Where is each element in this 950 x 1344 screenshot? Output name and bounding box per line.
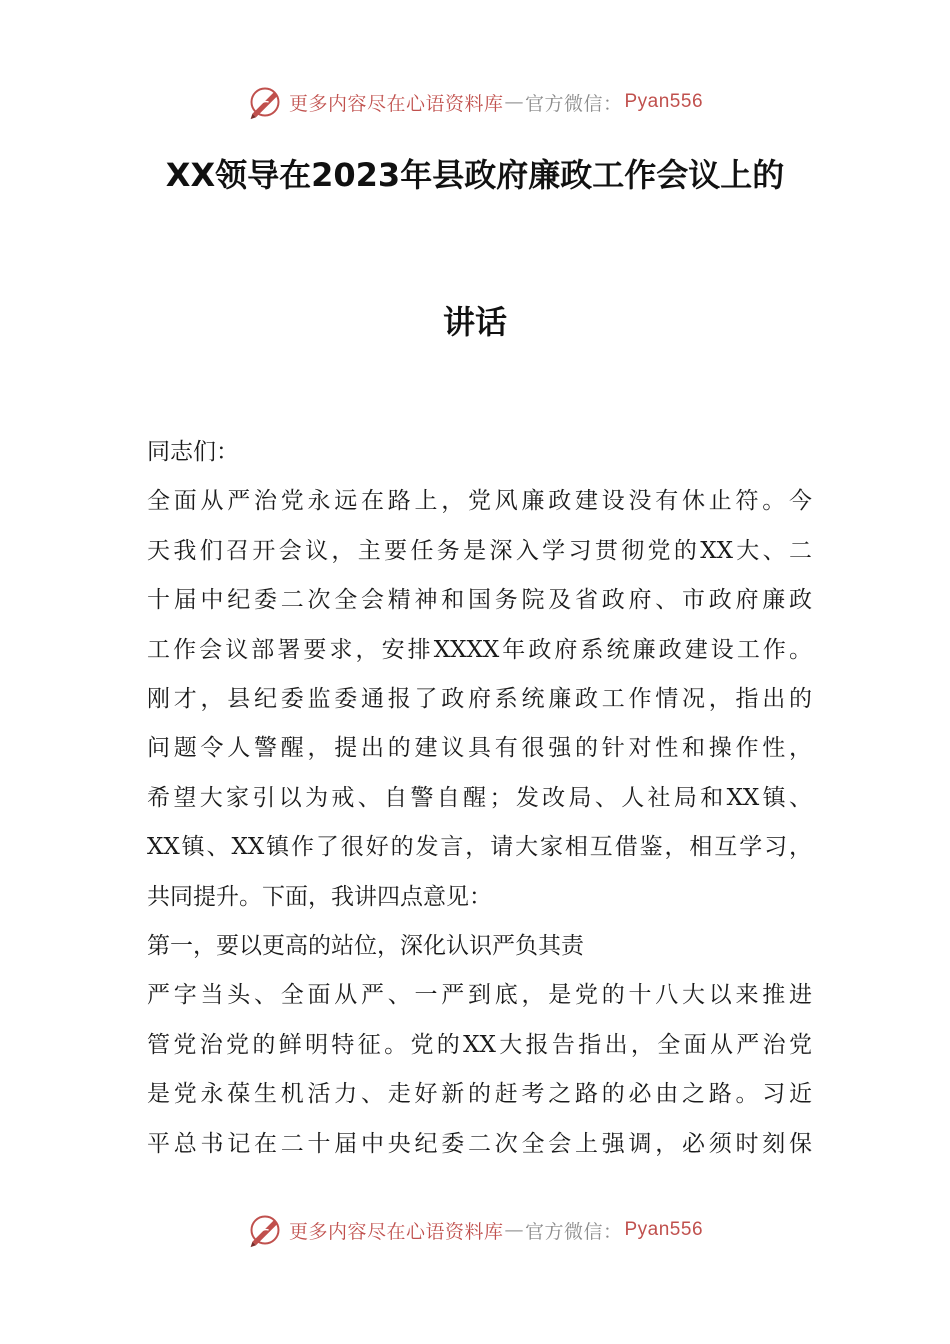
body-line: 全面从严治党永远在路上，党风廉政建设没有休止符。今 — [147, 488, 812, 515]
pen-circle-logo-icon — [247, 84, 283, 120]
watermark-sub-text: 官方微信： — [524, 92, 623, 115]
body-line: 管党治党的鲜明特征。党的XX大报告指出，全面从严治党 — [147, 1031, 812, 1058]
watermark-footer — [0, 1208, 950, 1252]
document-title-line-2: 讲话 — [442, 303, 507, 341]
pen-circle-logo-icon — [247, 1212, 283, 1248]
document-title-line-1: XX领导在2023年县政府廉政工作会议上的 — [165, 156, 785, 194]
watermark-dash: — — [504, 1219, 524, 1241]
body-line: 严字当头、全面从严、一严到底，是党的十八大以来推进 — [147, 982, 812, 1009]
body-line: 平总书记在二十届中央纪委二次全会上强调，必须时刻保 — [147, 1130, 812, 1157]
document-body — [147, 428, 812, 1169]
watermark-wechat-id: Pyan556 — [624, 91, 704, 112]
body-line: 希望大家引以为戒、自警自醒；发改局、人社局和XX镇、 — [147, 784, 812, 811]
body-line: 天我们召开会议，主要任务是深入学习贯彻党的XX大、二 — [147, 537, 812, 564]
body-line: 是党永葆生机活力、走好新的赶考之路的必由之路。习近 — [147, 1081, 812, 1108]
watermark-main-text: 更多内容尽在心语资料库 — [288, 1220, 504, 1243]
body-line: XX镇、XX镇作了很好的发言，请大家相互借鉴，相互学习， — [147, 834, 812, 861]
watermark-main-text: 更多内容尽在心语资料库 — [288, 92, 504, 115]
body-line: 共同提升。下面，我讲四点意见： — [147, 883, 492, 910]
watermark-dash: — — [504, 91, 524, 113]
watermark-wechat-id: Pyan556 — [624, 1219, 704, 1240]
section-heading: 第一，要以更高的站位，深化认识严负其责 — [147, 933, 584, 960]
body-line: 问题令人警醒，提出的建议具有很强的针对性和操作性， — [147, 735, 812, 762]
body-line: 工作会议部署要求，安排XXXX年政府系统廉政建设工作。 — [147, 636, 812, 663]
body-line: 十届中纪委二次全会精神和国务院及省政府、市政府廉政 — [147, 587, 812, 614]
watermark-sub-text: 官方微信： — [524, 1220, 623, 1243]
body-line: 刚才，县纪委监委通报了政府系统廉政工作情况，指出的 — [147, 686, 812, 713]
watermark-header — [0, 80, 950, 124]
salutation: 同志们： — [147, 439, 239, 465]
